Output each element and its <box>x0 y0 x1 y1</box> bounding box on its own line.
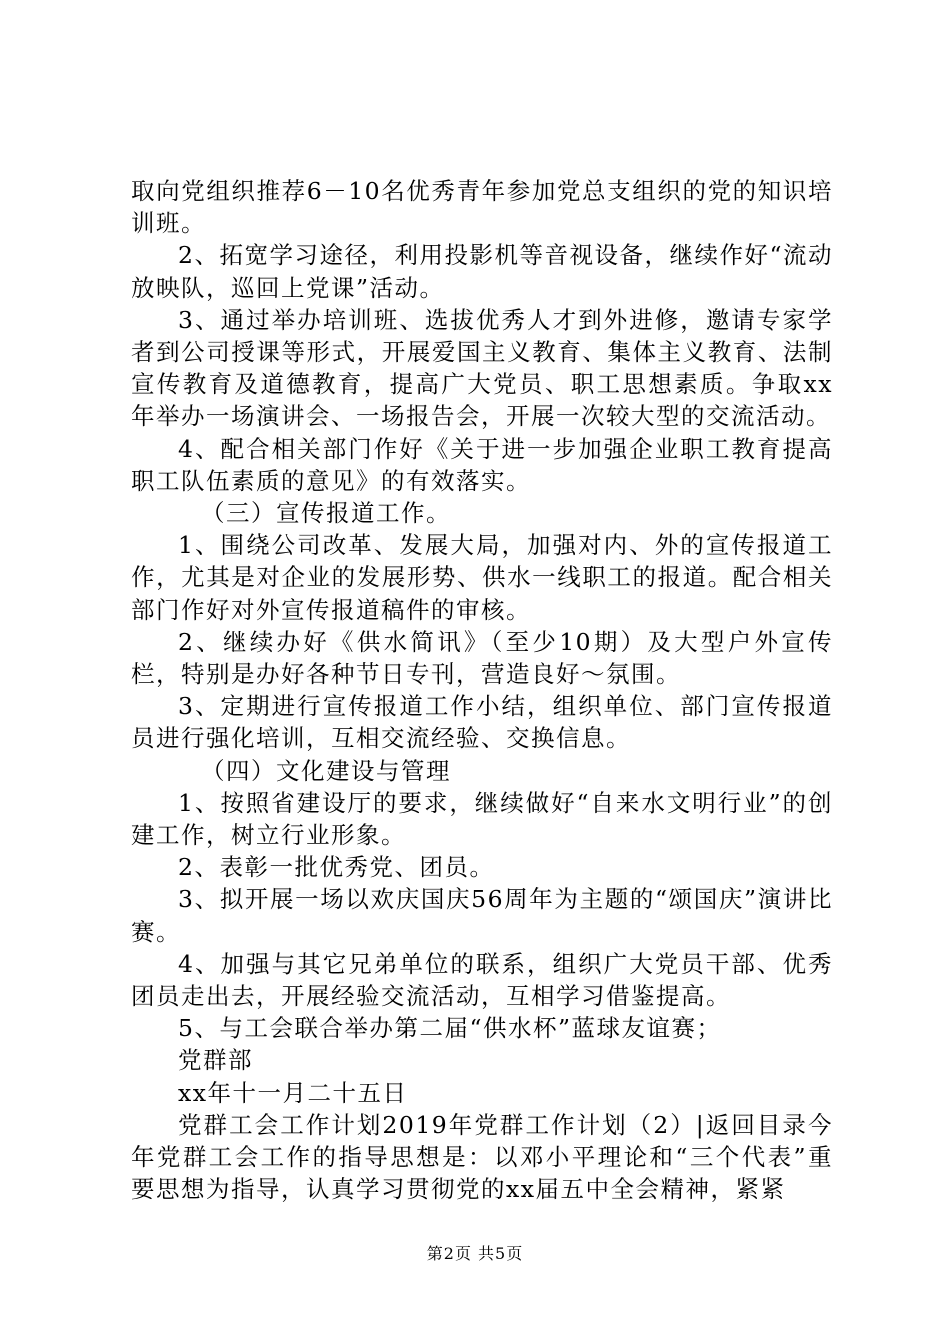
paragraph-item-4: 4、加强与其它兄弟单位的联系，组织广大党员干部、优秀团员走出去，开展经验交流活动，互相学习借鉴提高。 <box>131 949 833 1011</box>
paragraph-item-2: 2、表彰一批优秀党、团员。 <box>178 853 495 882</box>
signature-date: xx年十一月二十五日 <box>178 1078 408 1107</box>
paragraph-next-document: 党群工会工作计划2019年党群工作计划（2）|返回目录今年党群工会工作的指导思想是：以邓小平理论和“三个代表”重要思想为指导，认真学习贯彻党的xx届五中全会精神，紧紧 <box>131 1110 833 1204</box>
paragraph-item-4: 4、配合相关部门作好《关于进一步加强企业职工教育提高职工队伍素质的意见》的有效落实。 <box>131 434 833 495</box>
paragraph-continuation: 取向党组织推荐6－10名优秀青年参加党总支组织的党的知识培训班。 <box>131 177 833 238</box>
page-footer: 第2页 共5页 <box>426 1244 524 1263</box>
signature-department: 党群部 <box>178 1046 253 1075</box>
paragraph-item-5: 5、与工会联合举办第二届“供水杯”蓝球友谊赛； <box>178 1014 722 1043</box>
paragraph-item-2: 2、拓宽学习途径，利用投影机等音视设备，继续作好“流动放映队，巡回上党课”活动。 <box>131 241 833 302</box>
section-heading-4: （四）文化建设与管理 <box>201 756 451 785</box>
document-body <box>131 175 833 1206</box>
section-heading-3: （三）宣传报道工作。 <box>201 499 451 528</box>
paragraph-item-1: 1、按照省建设厅的要求，继续做好“自来水文明行业”的创建工作，树立行业形象。 <box>131 788 833 850</box>
paragraph-item-2: 2、继续办好《供水简讯》（至少10期）及大型户外宣传栏，特别是办好各种节日专刊，营造良好～氛围。 <box>131 627 833 689</box>
paragraph-item-1: 1、围绕公司改革、发展大局，加强对内、外的宣传报道工作，尤其是对企业的发展形势、供水一线职工的报道。配合相关部门作好对外宣传报道稿件的审核。 <box>131 531 833 624</box>
paragraph-item-3: 3、定期进行宣传报道工作小结，组织单位、部门宣传报道员进行强化培训，互相交流经验、交换信息。 <box>131 692 833 753</box>
paragraph-item-3: 3、拟开展一场以欢庆国庆56周年为主题的“颂国庆”演讲比赛。 <box>131 885 833 946</box>
paragraph-item-3: 3、通过举办培训班、选拔优秀人才到外进修，邀请专家学者到公司授课等形式，开展爱国主义教育、集体主义教育、法制宣传教育及道德教育，提高广大党员、职工思想素质。争取xx年举办一场演讲会、一场报告会，开展一次较大型的交流活动。 <box>131 305 833 431</box>
